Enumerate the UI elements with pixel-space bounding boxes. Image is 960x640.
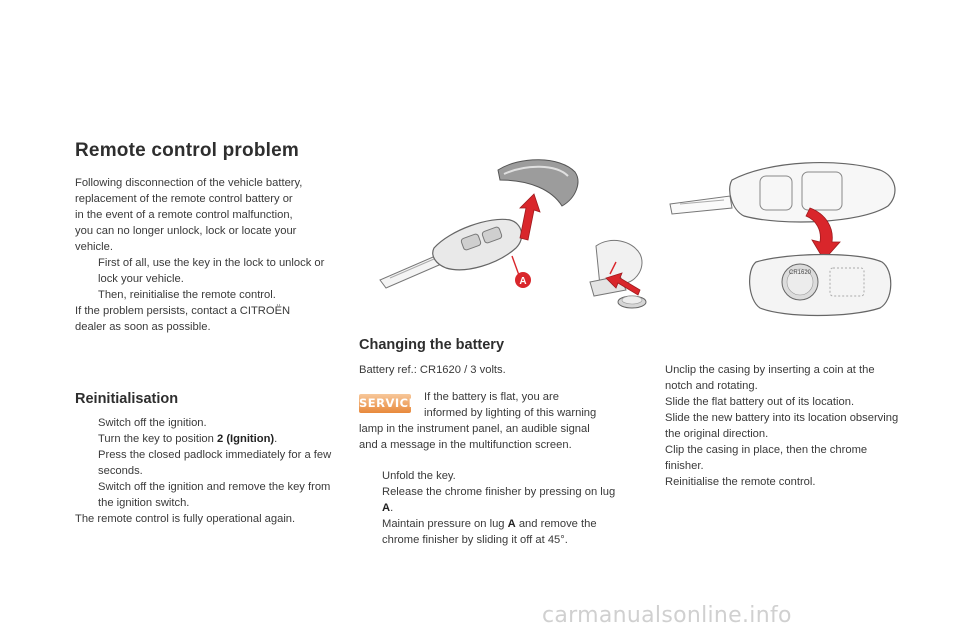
callout-a-badge [515,272,531,288]
intro-line: in the event of a remote control malfunction, [75,209,293,221]
callout-a-label: A [519,276,527,287]
reinit-bullets [75,415,340,511]
list-item [75,479,340,511]
list-item-text: Unfold the key. [382,470,456,482]
list-item-text: Press the closed padlock immediately for a few seconds. [98,449,332,477]
flat-battery-line: lamp in the instrument panel, an audible signal [359,423,590,435]
intro-bullets [75,255,345,303]
list-item [642,442,904,474]
intro-line: vehicle. [75,241,113,253]
arrow-up-icon [520,194,540,240]
intro-line: Following disconnection of the vehicle battery, [75,177,303,189]
intro-section [75,175,345,335]
reinitialisation-section [75,415,340,527]
list-item [75,431,340,447]
list-item [642,362,904,394]
list-item [75,415,340,431]
battery-ref: Battery ref.: CR1620 / 3 volts. [359,364,506,376]
list-item-text: . [274,433,278,445]
list-item [642,410,904,442]
list-item-text: . [390,502,394,514]
intro-footer: dealer as soon as possible. [75,321,211,333]
service-warning-icon: SERVICE [359,394,411,413]
list-item-text: Switch off the ignition and remove the key from the ignition switch. [98,481,331,509]
intro-line: replacement of the remote control battery or [75,193,293,205]
list-item-text: Then, reinitialise the remote control. [98,289,276,301]
list-item [75,287,345,303]
coin-battery-icon [618,296,646,308]
list-item-text: Maintain pressure on lug [382,518,508,530]
battery-steps-right [642,362,904,490]
list-item-text: and remove the chrome finisher by sliding it off at 45°. [382,518,597,546]
list-item-text: Slide the flat battery out of its location. [665,396,855,408]
lug-label: A [382,502,391,514]
list-item [642,474,904,490]
flat-battery-line: If the battery is flat, you are [424,391,559,403]
key-battery-illustration [660,150,905,320]
changing-battery-heading: Changing the battery [359,337,505,353]
battery-label: CR1620 [788,270,812,276]
battery-steps-left [359,468,627,548]
list-item-text: Release the chrome finisher by pressing on lug [382,486,616,498]
list-item [642,394,904,410]
list-item-text: Switch off the ignition. [98,417,207,429]
lug-label: A [507,518,516,530]
flat-battery-line: informed by lighting of this warning [424,407,597,419]
steps-list [642,362,904,490]
list-item [75,447,340,479]
intro-line: you can no longer unlock, lock or locate your [75,225,297,237]
intro-footer: If the problem persists, contact a CITROËN [75,305,291,317]
list-item-text: Turn the key to position [98,433,217,445]
page-title: Remote control problem [75,140,299,161]
flat-battery-text [424,389,634,421]
list-item-text: Slide the new battery into its location observing the original direction. [665,412,899,440]
reinitialisation-heading: Reinitialisation [75,391,179,407]
flat-battery-line: and a message in the multifunction screen. [359,439,572,451]
key-finisher-illustration [370,150,650,310]
list-item [359,468,627,484]
list-item-text: Reinitialise the remote control. [665,476,816,488]
list-item-text: Unclip the casing by inserting a coin at the notch and rotating. [665,364,875,392]
ignition-position: 2 (Ignition) [216,433,275,445]
key-body-icon [433,219,522,269]
list-item [75,255,345,287]
key-outline-icon [670,163,895,222]
list-item-text: First of all, use the key in the lock to unlock or lock your vehicle. [98,257,325,285]
chrome-finisher-icon [498,160,578,206]
reinit-footer: The remote control is fully operational again. [75,513,296,525]
watermark: carmanualsonline.info [542,603,792,628]
flat-battery-text-cont [359,421,634,453]
open-casing-icon [750,255,891,316]
list-item-text: Clip the casing in place, then the chrome finisher. [665,444,868,472]
list-item [359,484,627,516]
steps-list [359,468,627,548]
list-item [359,516,627,548]
